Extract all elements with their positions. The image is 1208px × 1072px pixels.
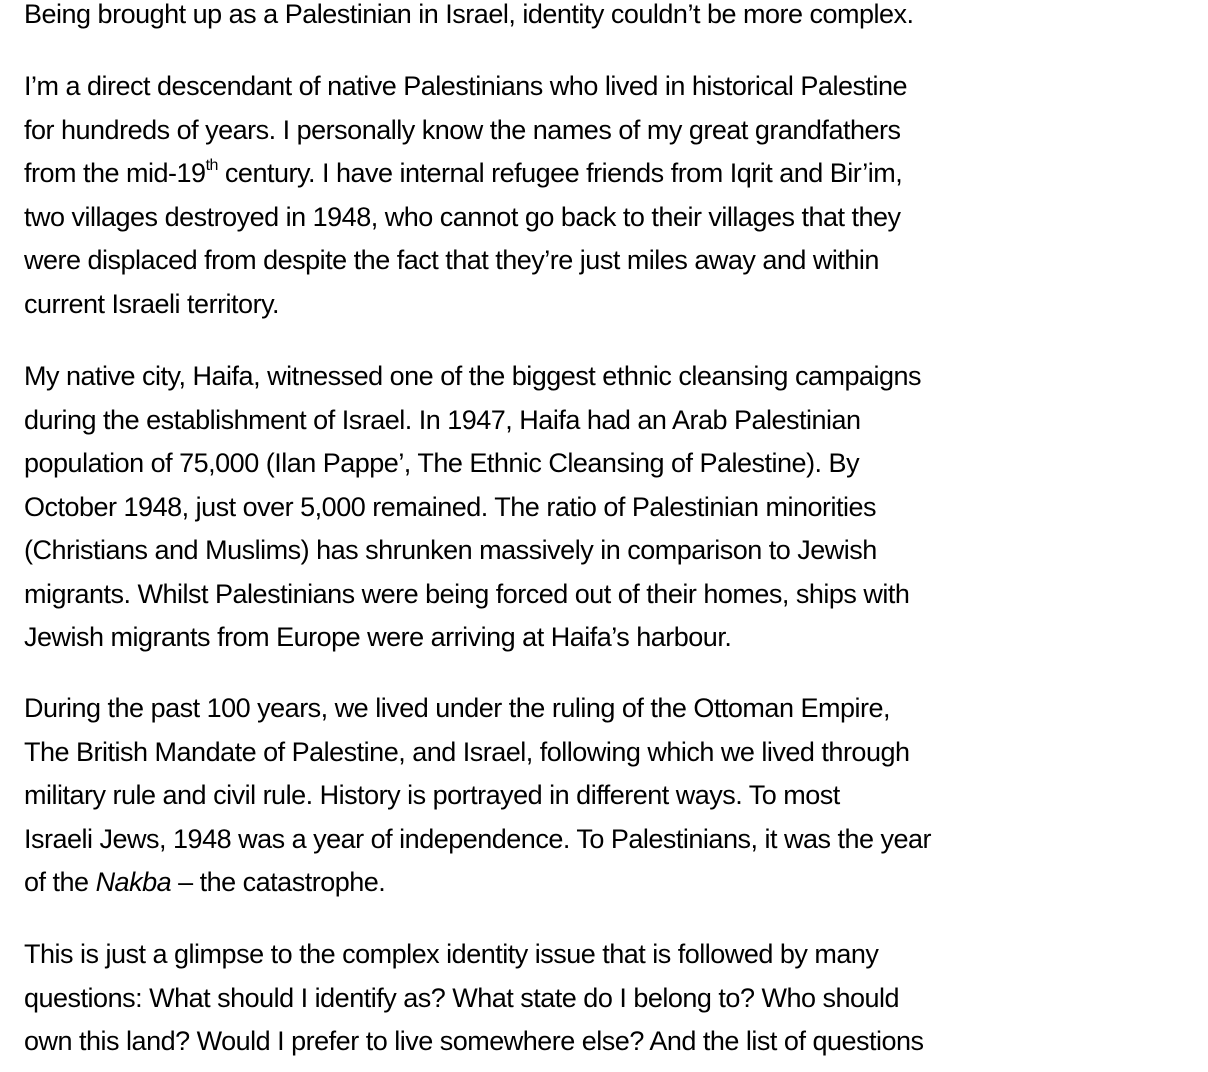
text-line: Jewish migrants from Europe were arriving at Haifa’s harbour.: [24, 622, 732, 652]
text-line: were displaced from despite the fact that they’re just miles away and within: [24, 245, 879, 275]
text-run: from the mid-19: [24, 158, 206, 188]
text-line: Israeli Jews, 1948 was a year of independence. To Palestinians, it was the year: [24, 823, 932, 854]
paragraph-3: [24, 355, 921, 660]
text-line: (Christians and Muslims) has shrunken massively in comparison to Jewish: [24, 535, 877, 565]
text-line: questions: What should I identify as? What state do I belong to? Who should: [24, 982, 900, 1013]
text-line: During the past 100 years, we lived under the ruling of the Ottoman Empire,: [24, 693, 890, 723]
text-run: of the: [24, 867, 96, 897]
text-line: current Israeli territory.: [24, 288, 280, 319]
text-line: [24, 152, 907, 196]
text-line: population of 75,000 (Ilan Pappe’, The Ethnic Cleansing of Palestine). By: [24, 448, 860, 478]
text-line: This is just a glimpse to the complex identity issue that is followed by many: [24, 939, 879, 969]
text-line: two villages destroyed in 1948, who cannot go back to their villages that they: [24, 201, 901, 232]
paragraph-4: [24, 687, 931, 905]
paragraph-1: [24, 0, 914, 37]
text-line: I’m a direct descendant of native Palestinians who lived in historical Palestine: [24, 71, 907, 101]
paragraph-5: [24, 933, 924, 1064]
text-run: – the catastrophe.: [171, 867, 386, 897]
text-line: military rule and civil rule. History is portrayed in different ways. To most: [24, 780, 840, 810]
text-line: for hundreds of years. I personally know the names of my great grandfathers: [24, 114, 901, 145]
text-line: own this land? Would I prefer to live somewhere else? And the list of questions: [24, 1026, 924, 1056]
text-line: migrants. Whilst Palestinians were being forced out of their homes, ships with: [24, 578, 910, 609]
text-line: Being brought up as a Palestinian in Israel, identity couldn’t be more complex.: [24, 0, 914, 29]
text-line: My native city, Haifa, witnessed one of the biggest ethnic cleansing campaigns: [24, 361, 922, 391]
text-line: October 1948, just over 5,000 remained. The ratio of Palestinian minorities: [24, 491, 876, 522]
text-line: during the establishment of Israel. In 1947, Haifa had an Arab Palestinian: [24, 404, 861, 435]
text-line: [24, 861, 931, 905]
text-line: The British Mandate of Palestine, and Israel, following which we lived through: [24, 736, 910, 767]
italic-term: Nakba: [95, 867, 172, 897]
text-run: century. I have internal refugee friends from Iqrit and Bir’im,: [217, 158, 903, 188]
ordinal-superscript: th: [205, 157, 218, 174]
paragraph-2: [24, 65, 907, 326]
